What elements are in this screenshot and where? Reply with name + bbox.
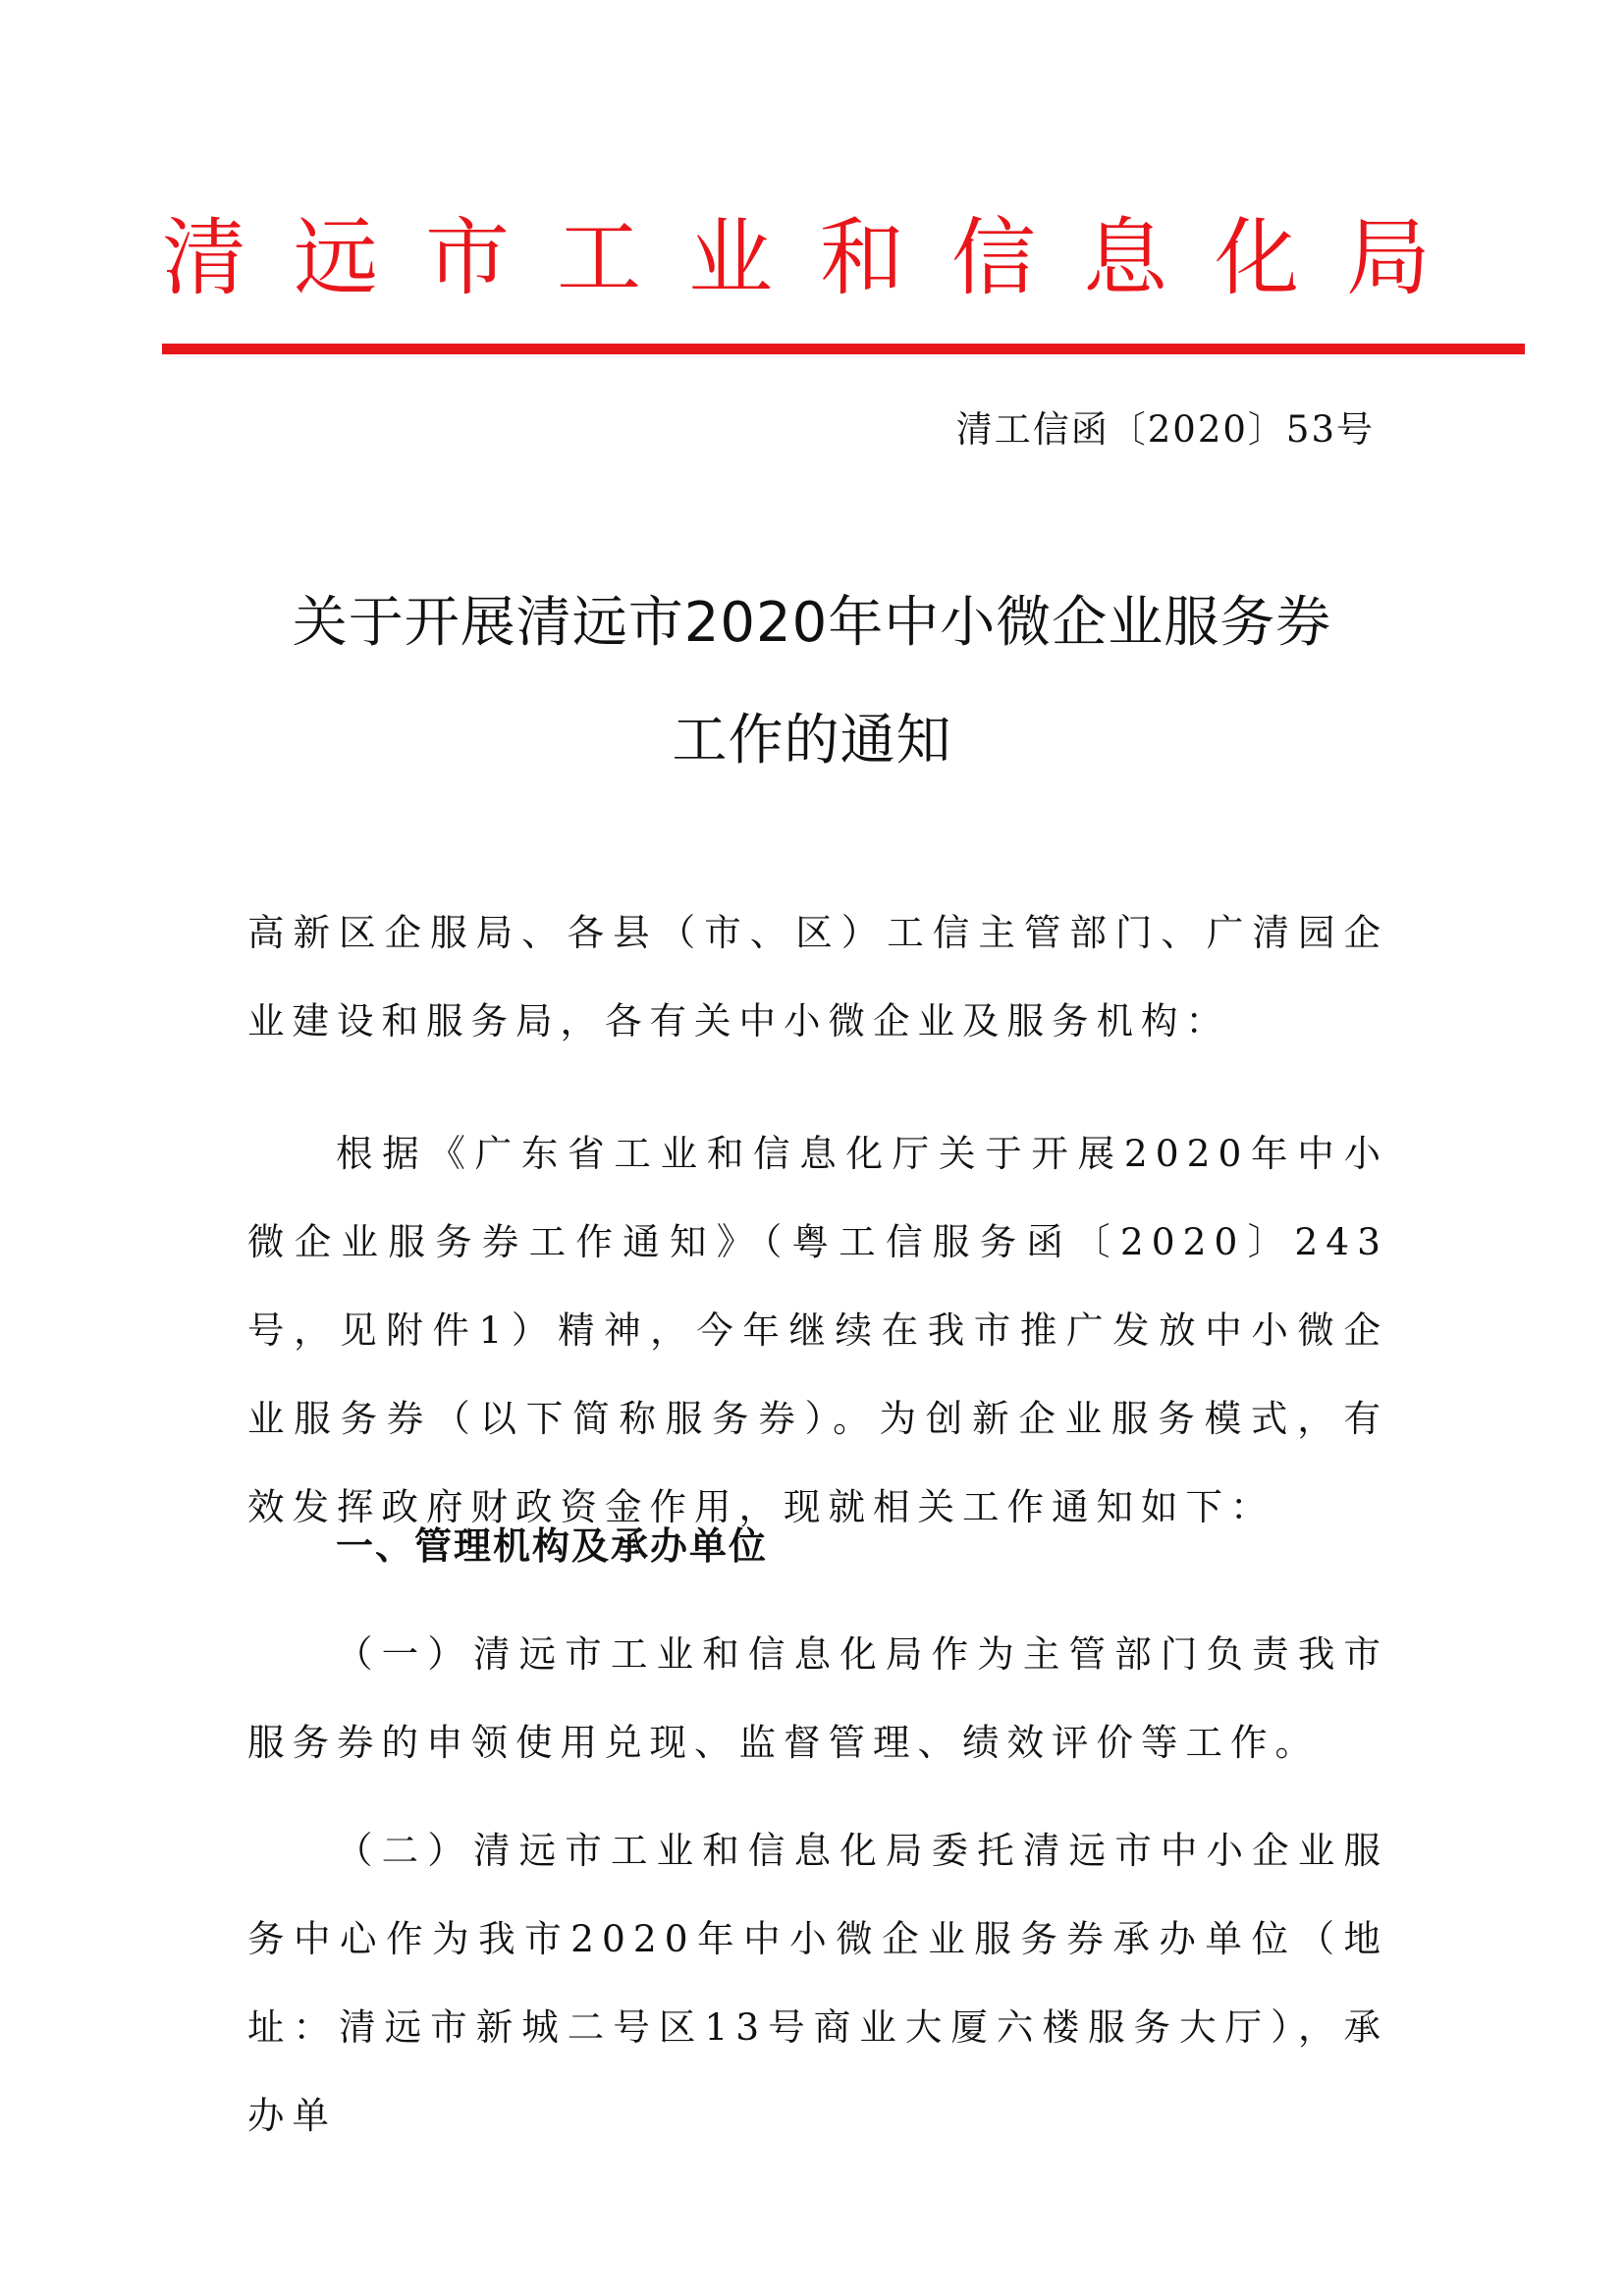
- recipients-paragraph: 高新区企服局、各县（市、区）工信主管部门、广清园企业建设和服务局，各有关中小微企业及服务机构：: [247, 911, 1388, 1042]
- letterhead-org-name: 清远市工业和信息化局: [162, 209, 1478, 307]
- title-line-2: 工作的通知: [672, 709, 952, 773]
- section-1-item-1: （一）清远市工业和信息化局作为主管部门负责我市服务券的申领使用兑现、监督管理、绩效评价等工作。: [247, 1632, 1388, 1764]
- letterhead-red-rule: [162, 344, 1525, 354]
- title-line-1: 关于开展清远市2020年中小微企业服务券: [292, 591, 1332, 655]
- basis-paragraph: 根据《广东省工业和信息化厅关于开展2020年中小微企业服务券工作通知》（粤工信服务函〔2020〕243号，见附件1）精神，今年继续在我市推广发放中小微企业服务券（以下简称服务券）。为创新企业服务模式，有效发挥政府财政资金作用，现就相关工作通知如下：: [247, 1132, 1388, 1528]
- section-1-item-2: （二）清远市工业和信息化局委托清远市中小企业服务中心作为我市2020年中小微企业服务券承办单位（地址：清远市新城二号区13号商业大厦六楼服务大厅），承办单: [247, 1829, 1388, 2137]
- document-number: 清工信函〔2020〕53号: [955, 408, 1375, 451]
- document-title: [236, 564, 1388, 800]
- section-1-heading: 一、管理机构及承办单位: [336, 1524, 769, 1568]
